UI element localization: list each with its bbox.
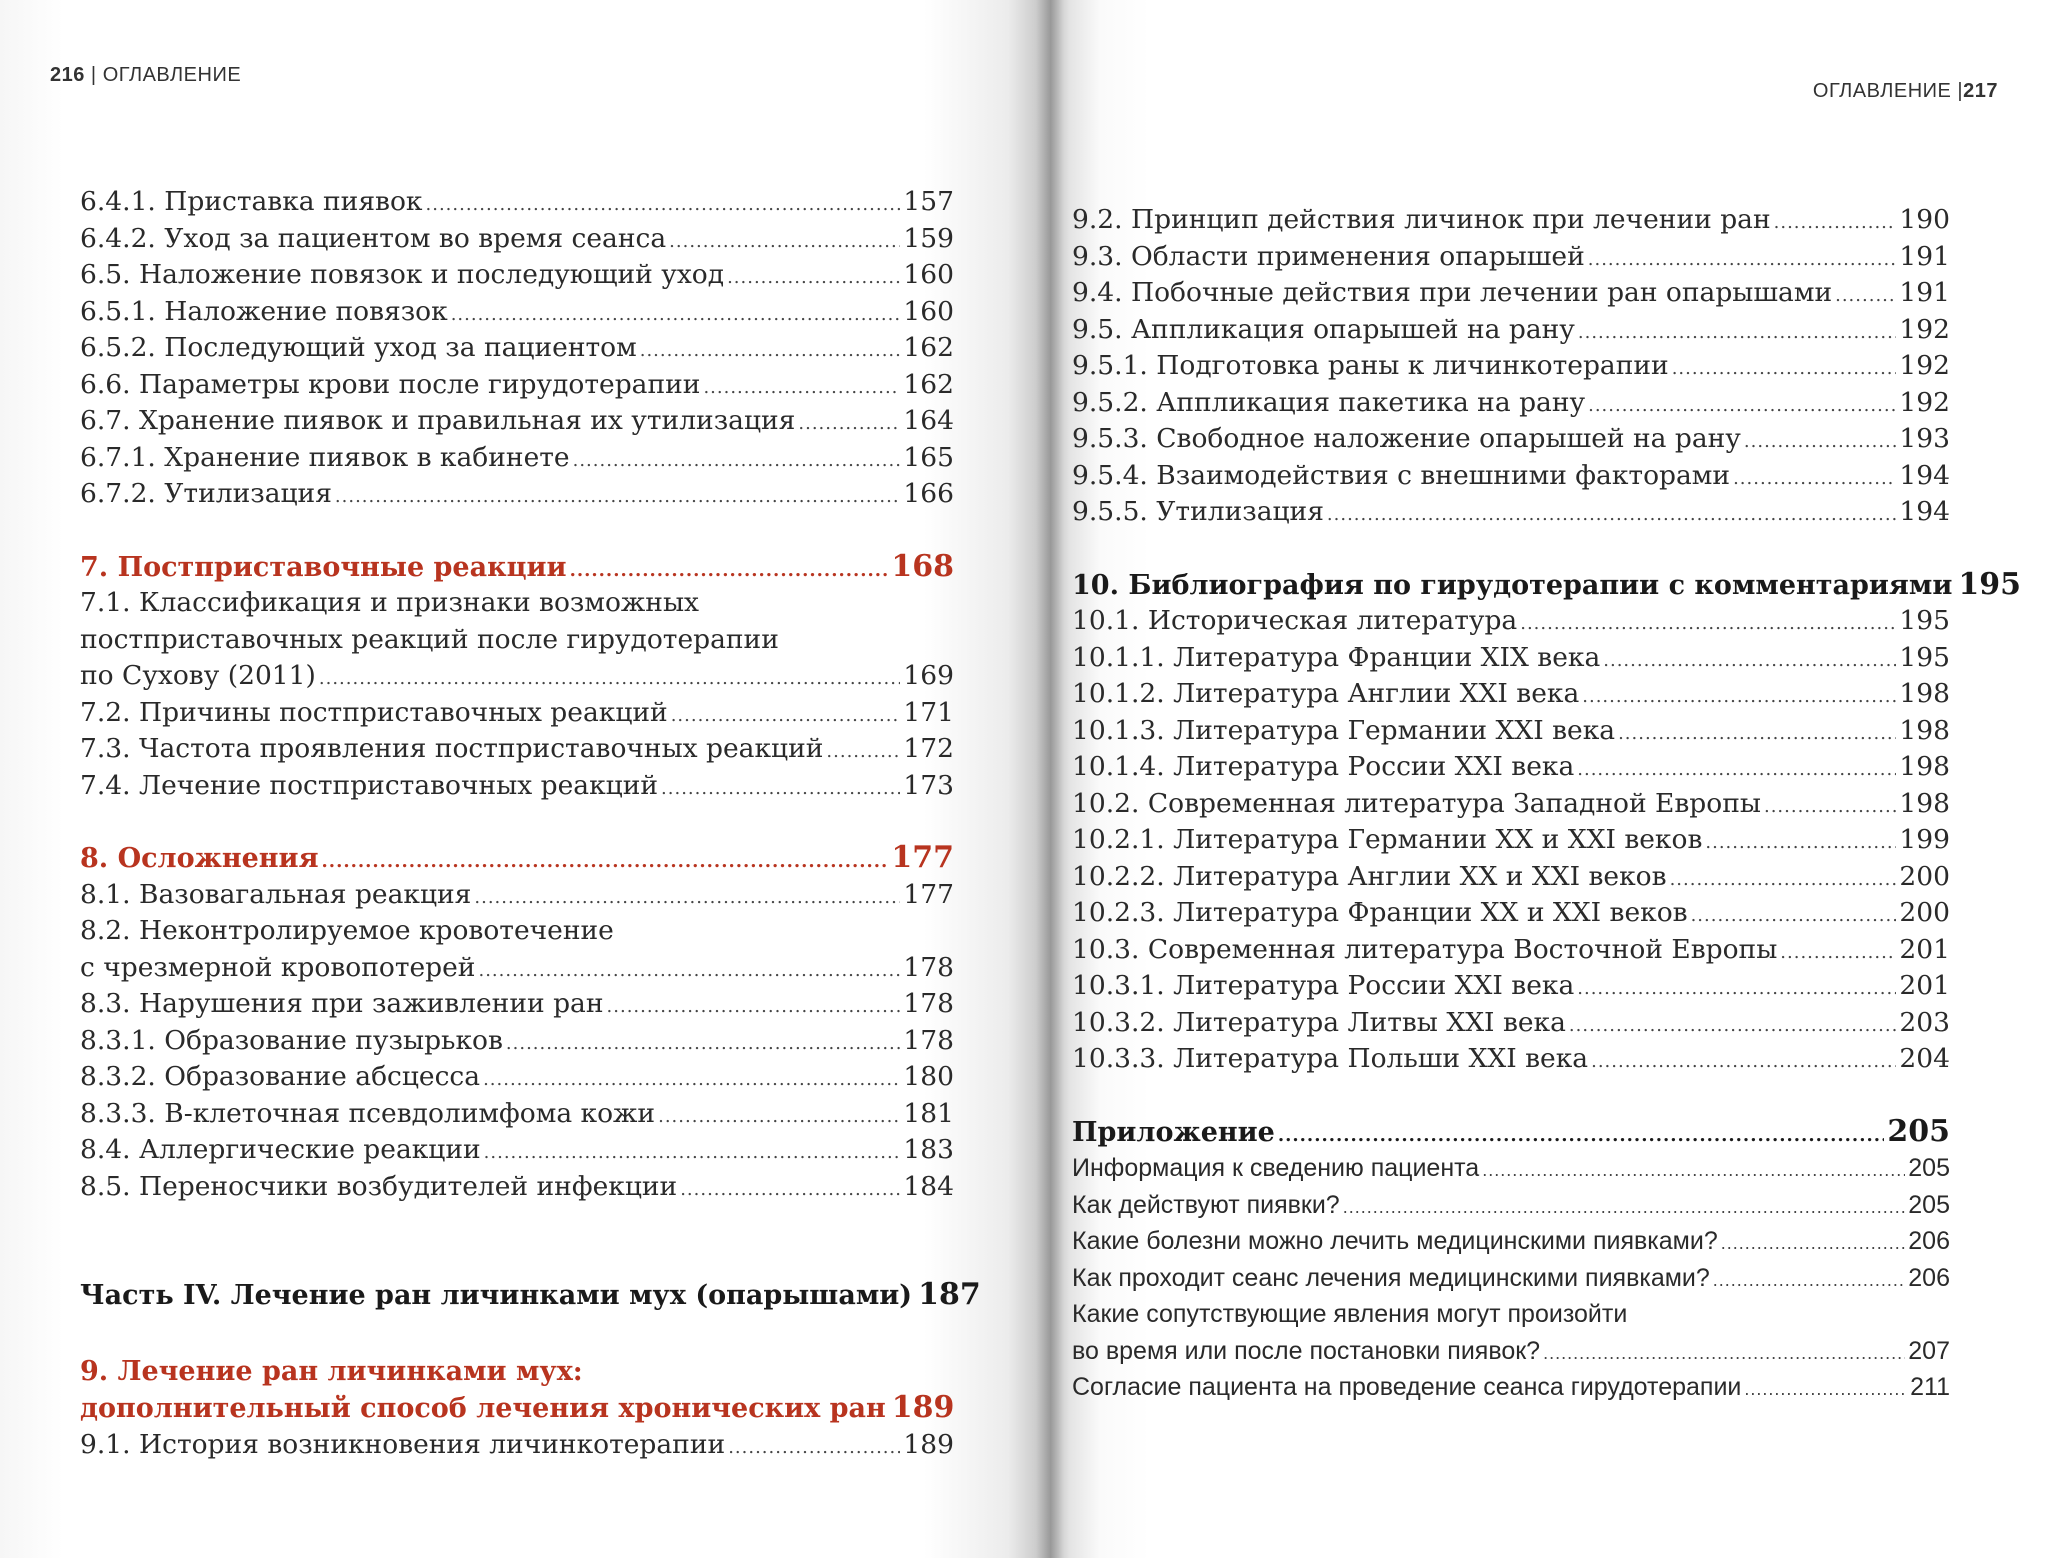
toc-chapter-heading[interactable]: 8. Осложнения ..... 177 [80, 840, 954, 877]
toc-entry[interactable]: 8.3.1. Образование пузырьков ..... 178 [80, 1023, 954, 1060]
toc-entry[interactable]: 9.4. Побочные действия при лечении ран опарышами ..... 191 [1072, 275, 1950, 312]
toc-chapter-heading[interactable]: 7. Постприставочные реакции ..... 168 [80, 549, 954, 586]
toc-entry[interactable]: 9.5.4. Взаимодействия с внешними факторами ..... 194 [1072, 458, 1950, 495]
toc-entry[interactable]: 8.3. Нарушения при заживлении ран ..... 178 [80, 986, 954, 1023]
running-head-label-left: ОГЛАВЛЕНИЕ [102, 64, 242, 86]
toc-entry[interactable]: 7.2. Причины постприставочных реакций ..... 171 [80, 695, 954, 732]
toc-entry-line[interactable]: постприставочных реакций после гирудотерапии [80, 623, 779, 655]
toc-entry[interactable]: Согласие пациента на проведение сеанса гирудотерапии ..... 211 [1072, 1369, 1950, 1406]
toc-entry[interactable]: 10.3.2. Литература Литвы XXI века ..... 203 [1072, 1005, 1950, 1042]
toc-entry[interactable]: 8.3.2. Образование абсцесса ..... 180 [80, 1059, 954, 1096]
section-spacer [1072, 531, 1950, 567]
toc-entry[interactable]: во время или после постановки пиявок? ..... 207 [1072, 1333, 1950, 1370]
toc-entry[interactable]: 10.3.1. Литература России XXI века ..... 201 [1072, 968, 1950, 1005]
running-head-separator-left: | [84, 64, 103, 86]
toc-appendix-heading[interactable]: Приложение ..... 205 [1072, 1114, 1950, 1151]
section-spacer [80, 513, 954, 549]
toc-entry[interactable]: 8.1. Вазовагальная реакция ..... 177 [80, 877, 954, 914]
toc-entry[interactable]: по Сухову (2011) ..... 169 [80, 658, 954, 695]
toc-entry[interactable]: 6.7. Хранение пиявок и правильная их утилизация ..... 164 [80, 403, 954, 440]
toc-entry[interactable]: 10.3.3. Литература Польши XXI века ..... 204 [1072, 1041, 1950, 1078]
section-spacer [80, 1314, 954, 1354]
toc-entry[interactable]: 10.1.4. Литература России XXI века ..... 198 [1072, 749, 1950, 786]
toc-entry-line[interactable]: Какие сопутствующие явления могут произойти [1072, 1300, 1628, 1328]
toc-chapter-heading[interactable]: 10. Библиография по гирудотерапии с комментариями 195 [1072, 566, 2021, 602]
toc-right [1072, 202, 2021, 1406]
toc-entry[interactable]: 6.5.2. Последующий уход за пациентом ..... 162 [80, 330, 954, 367]
running-head-right [1813, 80, 1998, 103]
toc-entry[interactable]: 9.5.5. Утилизация ..... 194 [1072, 494, 1950, 531]
toc-entry[interactable]: 6.6. Параметры крови после гирудотерапии ..... 162 [80, 367, 954, 404]
toc-entry[interactable]: 6.7.1. Хранение пиявок в кабинете ..... 165 [80, 440, 954, 477]
toc-entry[interactable]: 9.5. Аппликация опарышей на рану ..... 192 [1072, 312, 1950, 349]
toc-entry[interactable]: 10.2. Современная литература Западной Европы ..... 198 [1072, 786, 1950, 823]
toc-entry[interactable]: 10.1. Историческая литература ..... 195 [1072, 603, 1950, 640]
toc-entry[interactable]: 8.4. Аллергические реакции ..... 183 [80, 1132, 954, 1169]
toc-entry[interactable]: 9.5.3. Свободное наложение опарышей на рану ..... 193 [1072, 421, 1950, 458]
toc-entry[interactable]: 10.1.1. Литература Франции XIX века ..... 195 [1072, 640, 1950, 677]
toc-entry[interactable]: 9.5.1. Подготовка раны к личинкотерапии ..... 192 [1072, 348, 1950, 385]
toc-entry[interactable]: 6.5. Наложение повязок и последующий уход ..... 160 [80, 257, 954, 294]
toc-part-heading[interactable]: Часть IV. Лечение ран личинками мух (опарышами) 187 [80, 1277, 981, 1312]
toc-entry[interactable]: 10.3. Современная литература Восточной Европы ..... 201 [1072, 932, 1950, 969]
toc-entry[interactable]: 10.2.2. Литература Англии XX и XXI веков ..... 200 [1072, 859, 1950, 896]
toc-entry[interactable]: Информация к сведению пациента ..... 205 [1072, 1150, 1950, 1187]
running-head-separator-right: | [1951, 80, 1964, 102]
page-number-left: 216 [50, 64, 85, 86]
running-head-label-right: ОГЛАВЛЕНИЕ [1812, 80, 1952, 102]
book-gutter [1036, 0, 1064, 1558]
section-spacer [80, 804, 954, 840]
toc-entry-line[interactable]: 7.1. Классификация и признаки возможных [80, 587, 699, 618]
toc-entry-line[interactable]: 8.2. Неконтролируемое кровотечение [80, 915, 614, 946]
toc-chapter-heading[interactable]: дополнительный способ лечения хронических ран 189 [80, 1390, 955, 1425]
toc-entry[interactable]: 10.1.3. Литература Германии XXI века ..... 198 [1072, 713, 1950, 750]
toc-entry[interactable]: 6.5.1. Наложение повязок ..... 160 [80, 294, 954, 331]
toc-entry[interactable]: 9.3. Области применения опарышей ..... 191 [1072, 239, 1950, 276]
toc-entry[interactable]: Какие болезни можно лечить медицинскими пиявками? ..... 206 [1072, 1223, 1950, 1260]
toc-entry[interactable]: 7.3. Частота проявления постприставочных реакций ..... 172 [80, 731, 954, 768]
toc-entry[interactable]: 10.2.1. Литература Германии XX и XXI веков ..... 199 [1072, 822, 1950, 859]
toc-left [80, 184, 981, 1463]
toc-entry[interactable]: 8.5. Переносчики возбудителей инфекции ..... 184 [80, 1169, 954, 1206]
page-number-right: 217 [1963, 80, 1998, 102]
toc-entry[interactable]: 10.2.3. Литература Франции XX и XXI веков ..... 200 [1072, 895, 1950, 932]
toc-entry[interactable]: 7.4. Лечение постприставочных реакций ..... 173 [80, 768, 954, 805]
toc-chapter-heading-line[interactable]: 9. Лечение ран личинками мух: [80, 1355, 583, 1387]
toc-entry[interactable]: с чрезмерной кровопотерей ..... 178 [80, 950, 954, 987]
toc-entry[interactable]: 8.3.3. В-клеточная псевдолимфома кожи ..... 181 [80, 1096, 954, 1133]
toc-entry[interactable]: 6.4.1. Приставка пиявок ..... 157 [80, 184, 954, 221]
section-spacer [1072, 1078, 1950, 1114]
toc-entry[interactable]: 9.2. Принцип действия личинок при лечении ран ..... 190 [1072, 202, 1950, 239]
section-spacer [80, 1205, 954, 1277]
toc-entry[interactable]: Как проходит сеанс лечения медицинскими пиявками? ..... 206 [1072, 1260, 1950, 1297]
toc-entry[interactable]: 6.7.2. Утилизация ..... 166 [80, 476, 954, 513]
toc-entry[interactable]: 10.1.2. Литература Англии XXI века ..... 198 [1072, 676, 1950, 713]
toc-entry[interactable]: 9.1. История возникновения личинкотерапии ..... 189 [80, 1427, 954, 1464]
running-head-left [50, 64, 241, 87]
toc-entry[interactable]: 9.5.2. Аппликация пакетика на рану ..... 192 [1072, 385, 1950, 422]
toc-entry[interactable]: 6.4.2. Уход за пациентом во время сеанса ..... 159 [80, 221, 954, 258]
toc-entry[interactable]: Как действуют пиявки? ..... 205 [1072, 1187, 1950, 1224]
